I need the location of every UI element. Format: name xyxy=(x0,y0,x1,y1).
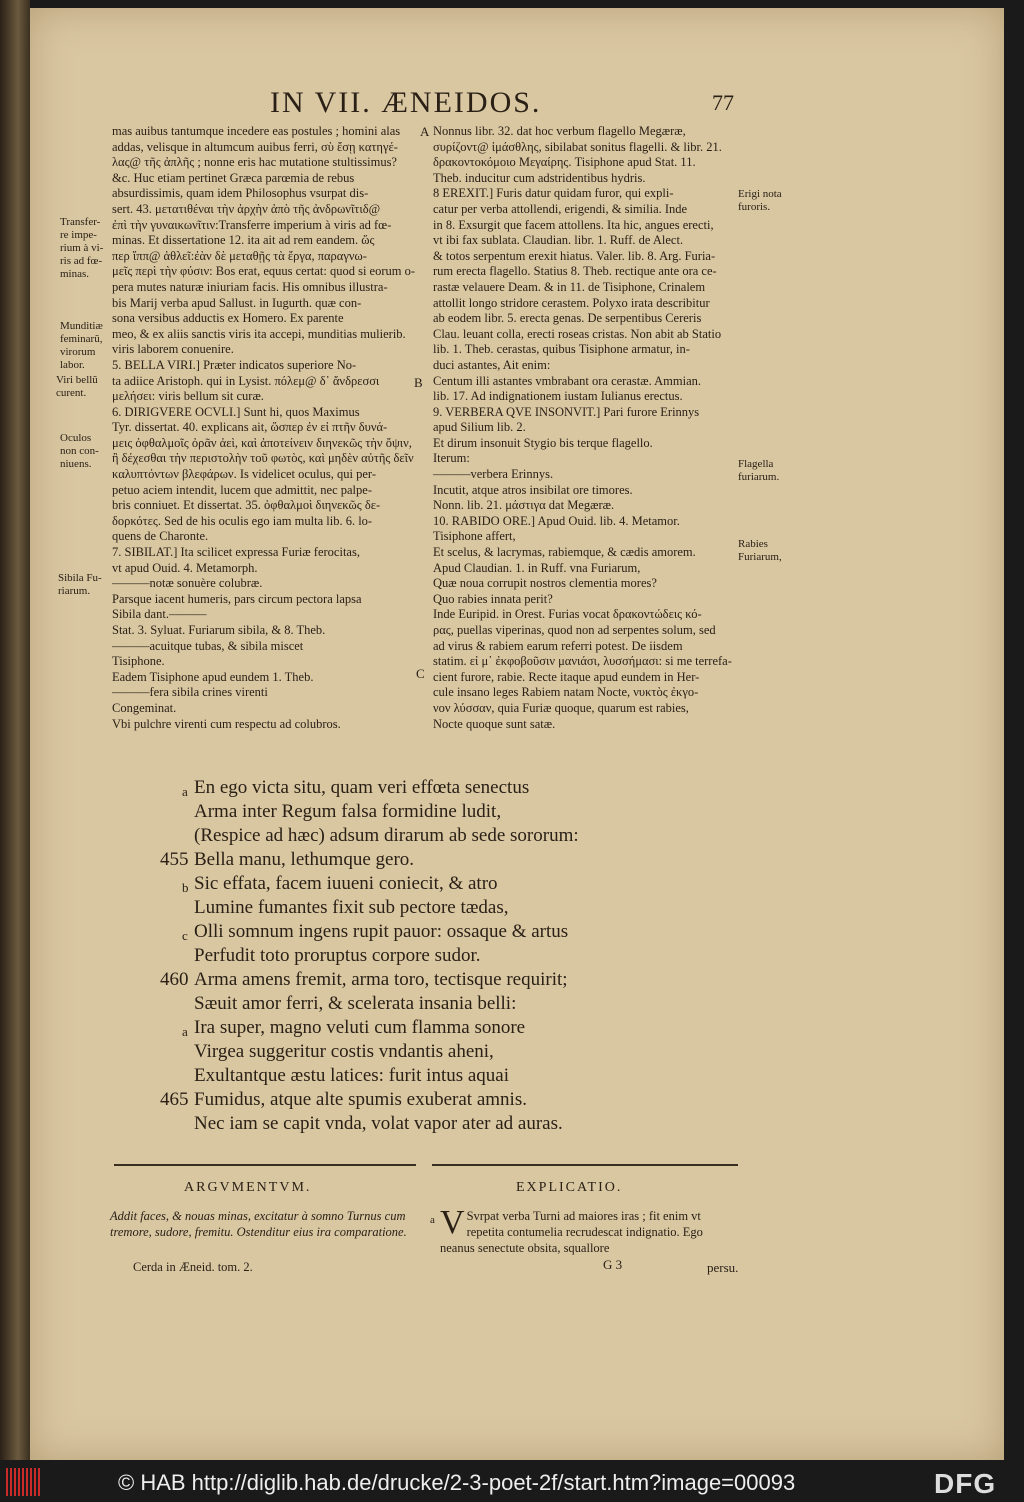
explicatio-mark: a xyxy=(430,1214,435,1226)
verse-line xyxy=(194,1112,714,1136)
verse-line xyxy=(160,848,714,872)
right-column-line: Centum illi astantes vmbrabant ora cerastæ. Ammian. xyxy=(433,373,701,388)
right-column-line: Quo rabies innata perit? xyxy=(433,591,553,606)
right-column-line: Incutit, atque atros insibilat ore timores. xyxy=(433,482,633,497)
right-column-line: rastæ velauere Deam. & in 11. de Tisiphone, Crinalem xyxy=(433,279,706,294)
explicatio-text xyxy=(430,1204,738,1256)
left-column-line: bis Marij verba apud Sallust. in Iugurth. quæ con- xyxy=(112,295,362,310)
margin-note-line: labor. xyxy=(60,359,85,371)
left-column-line: Sibila dant.——— xyxy=(112,607,207,622)
left-column-line: Vbi pulchre virenti cum respectu ad colubros. xyxy=(112,716,341,731)
explicatio-heading: EXPLICATIO. xyxy=(516,1180,623,1195)
right-column-line: ad virus & rabiem earum referri potest. De iisdem xyxy=(433,638,683,653)
right-column-line: lib. 1. Theb. cerastas, quibus Tisiphone armatur, in- xyxy=(433,342,690,357)
running-head: IN VII. ÆNEIDOS. xyxy=(270,86,542,119)
note-marker: a xyxy=(182,784,188,799)
verse-text: Fumidus, atque alte spumis exuberat amnis. xyxy=(194,1089,527,1110)
margin-note-line: feminarũ, xyxy=(60,333,103,345)
left-column-line: &c. Huc etiam pertinet Græca parœmia de rebus xyxy=(112,170,355,185)
argumentum-reference: Cerda in Æneid. tom. 2. xyxy=(133,1260,253,1274)
margin-note-rabies xyxy=(738,538,782,564)
margin-note-line: Oculos xyxy=(60,432,92,444)
note-marker: c xyxy=(182,928,188,943)
verse-text: Perfudit toto proruptus corpore sudor. xyxy=(194,945,481,966)
verse-number: 455 xyxy=(160,849,189,870)
section-letter-b: B xyxy=(414,375,423,390)
right-column-line: rum erecta flagello. Statius 8. Theb. rectique ante ora ce- xyxy=(433,264,717,279)
right-column-line: Inde Euripid. in Orest. Furias vocat δρακοντώδεις κό- xyxy=(433,607,702,622)
right-column-line: cule insano leges Rabiem natam Nocte, νυκτὸς ἐκγο- xyxy=(433,685,699,700)
verse-line xyxy=(160,968,714,992)
margin-note-line: rium à vi- xyxy=(60,242,104,254)
verse-number: 465 xyxy=(160,1089,189,1110)
verse-passage xyxy=(160,776,714,1136)
book-gutter xyxy=(0,0,30,1460)
right-column-line: 10. RABIDO ORE.] Apud Ouid. lib. 4. Metamor. xyxy=(433,513,680,528)
margin-note-line: re impe- xyxy=(60,229,97,241)
left-column-line: viris laborem conuenire. xyxy=(112,342,234,357)
margin-note-erigi xyxy=(738,188,782,214)
rule-left xyxy=(114,1164,416,1166)
margin-note-line: Munditiæ xyxy=(60,320,103,332)
right-column-line: ρας, puellas viperinas, quod non ad serpentes solum, sed xyxy=(433,623,716,637)
right-column-line: attollit longo stridore cerastem. Polyxo irata describitur xyxy=(433,295,710,310)
margin-note-line: Furiarum, xyxy=(738,551,782,563)
margin-note-line: Rabies xyxy=(738,538,768,550)
left-column-line: Congeminat. xyxy=(112,700,177,715)
margin-note-line: Viri bellũ xyxy=(56,374,98,386)
right-column-line: Nonnus libr. 32. dat hoc verbum flagello Megæræ, xyxy=(433,124,686,138)
note-marker: a xyxy=(182,1024,188,1039)
left-column-line: sona versibus adductis ex Homero. Ex parente xyxy=(112,311,344,326)
note-marker: b xyxy=(182,880,189,895)
verse-text: En ego victa situ, quam veri effœta senectus xyxy=(194,777,530,798)
verse-text: Virgea suggeritur costis vndantis aheni, xyxy=(194,1041,494,1062)
argumentum-text: Addit faces, & nouas minas, excitatur à somno Turnus cum tremore, sudore, fremitu. Ostenditur eius ira comparatione. xyxy=(110,1209,407,1239)
left-column-line: Eadem Tisiphone apud eundem 1. Theb. xyxy=(112,669,314,684)
left-column-line: pera mutes naturæ iniuriam facis. His omnibus illustra- xyxy=(112,279,388,294)
right-column-line: Quæ noua corrupit nostros clementia mores? xyxy=(433,576,657,591)
left-column-line: ———fera sibila crines virenti xyxy=(112,685,268,700)
left-column-line: ———acuitque tubas, & sibila miscet xyxy=(112,638,304,653)
right-column-line: Apud Claudian. 1. in Ruff. vna Furiarum, xyxy=(433,560,641,575)
left-column-line: καλυπτόντων βλεφάρων. Is videlicet oculus, qui per- xyxy=(112,467,376,482)
left-column-line: ἐπὶ τὴν γυναικωνῖτιν:Transferre imperium à viris ad fœ- xyxy=(112,217,392,232)
right-column-line: Et scelus, & lacrymas, rabiemque, & cædis amorem. xyxy=(433,545,696,560)
margin-note-line: Sibila Fu- xyxy=(58,572,102,584)
verse-text: Exultantque æstu latices: furit intus aquai xyxy=(194,1065,510,1086)
margin-note-line: Transfer- xyxy=(60,216,101,228)
left-column-line: mas auibus tantumque incedere eas postules ; homini alas xyxy=(112,124,401,138)
left-column-line: περ ἵππ@ ἀθλεῖ:ἐὰν δὲ μεταθῇς τὰ ἔργα, παραγνω- xyxy=(112,248,367,263)
left-column-line: Tyr. dissertat. 40. explicans ait, ὥσπερ ἐν εἰ πτῆν δυνά- xyxy=(112,420,388,435)
left-column-line: petuo aciem intendit, lucem que admittit, nec palpe- xyxy=(112,482,372,497)
signature-mark: G 3 xyxy=(603,1257,623,1272)
right-column-line: vt ibi fax sublata. Claudian. libr. 1. Ruff. de Alect. xyxy=(433,233,684,248)
left-column-line: δορκότες. Sed de his oculis ego iam multa lib. 6. lo- xyxy=(112,513,373,528)
verse-line xyxy=(182,872,714,896)
left-column-line: Tisiphone. xyxy=(112,654,165,669)
right-column-line: catur per verba attollendi, erigendi, & similia. Inde xyxy=(433,201,688,216)
left-column-line: minas. Et dissertatione 12. ita ait ad rem eandem. ὥς xyxy=(112,233,375,248)
margin-note-line: furiarum. xyxy=(738,471,780,483)
left-column-line: addas, velisque in altumcum auibus ferri, σὺ ἔσῃ κατηγέ- xyxy=(112,139,398,154)
left-column-line: μελήσει: viris bellum sit curæ. xyxy=(112,389,264,404)
verse-text: Nec iam se capit vnda, volat vapor ater ad auras. xyxy=(194,1113,563,1134)
right-column-line: Theb. inducitur cum adstridentibus hydris. xyxy=(433,170,646,185)
margin-note-oculos xyxy=(60,432,99,471)
left-column-line: ta adiice Aristoph. qui in Lysist. πόλεμ@ δ᾽ ἄνδρεσσι xyxy=(112,373,380,388)
right-column-line: 8 EREXIT.] Furis datur quidam furor, qui expli- xyxy=(433,186,674,201)
margin-note-line: Flagella xyxy=(738,458,774,470)
margin-note-line: non con- xyxy=(60,445,99,457)
right-column-line: Clau. leuant colla, erecti roseas cristas. Non abit ab Statio xyxy=(433,326,722,341)
right-column-line: duci astantes, Ait enim: xyxy=(433,357,551,372)
verse-line xyxy=(194,944,714,968)
left-column-line: 6. DIRIGVERE OCVLI.] Sunt hi, quos Maximus xyxy=(112,404,360,419)
commentary-left-column xyxy=(112,124,417,732)
section-letter-a: A xyxy=(420,124,430,139)
verse-line xyxy=(194,800,714,824)
margin-note-munditiae xyxy=(60,320,103,372)
argumentum-heading: ARGVMENTVM. xyxy=(184,1180,312,1195)
right-column-line: συρίζοντ@ ἱμάσθλης, sibilabat sonitus flagelli. & libr. 21. xyxy=(433,139,722,154)
verse-line xyxy=(182,1016,714,1040)
verse-text: Sic effata, facem iuueni coniecit, & atro xyxy=(194,873,498,894)
verse-line xyxy=(160,1088,714,1112)
section-letter-c: C xyxy=(416,666,425,681)
margin-note-transfer xyxy=(60,216,103,281)
left-column-line: sert. 43. μετατιθέναι τὴν ἀρχὴν ἀπὸ τῆς ἀνδρωνῖτιδ@ xyxy=(112,201,381,216)
verse-line xyxy=(182,920,714,944)
right-column-line: & totos serpentum erexit hiatus. Valer. lib. 8. Arg. Furia- xyxy=(433,248,716,263)
left-column-line: ἢ δέχεσθαι τὴν περιστολὴν τοῦ φωτὸς, καὶ μηδὲν αὐτῆς δεῖν xyxy=(112,451,414,466)
margin-note-line: virorum xyxy=(60,346,96,358)
margin-note-bellum xyxy=(56,374,98,400)
page-number: 77 xyxy=(712,90,734,115)
right-column-line: in 8. Exsurgit que facem attollens. Ita hic, angues erecti, xyxy=(433,217,714,232)
right-column-line: νον λύσσαν, quia Furiæ quoque, quarum est rabies, xyxy=(433,700,689,715)
explicatio-body: Svrpat verba Turni ad maiores iras ; fit enim vt repetita contumelia recrudescat indignatio. Ego neanus senectute obsita, squallore xyxy=(440,1209,703,1255)
catchword: persu. xyxy=(707,1260,739,1275)
rule-right xyxy=(432,1164,738,1166)
right-column-line: Iterum: xyxy=(433,451,470,466)
verse-line xyxy=(194,1064,714,1088)
left-column-line: absurdissimis, quam idem Philosophus vsurpat dis- xyxy=(112,186,369,201)
left-column-line: bris conniuet. Et dissertat. 35. ὀφθαλμοὶ διηνεκῶς δε- xyxy=(112,498,381,513)
margin-note-line: Erigi nota xyxy=(738,188,782,200)
verse-text: Arma amens fremit, arma toro, tectisque requirit; xyxy=(194,969,568,990)
right-column-line: lib. 17. Ad indignationem iustam Iulianus erectus. xyxy=(433,389,683,404)
verse-text: (Respice ad hæc) adsum dirarum ab sede sororum: xyxy=(194,825,579,846)
right-column-line: ———verbera Erinnys. xyxy=(433,467,554,482)
left-column-line: 5. BELLA VIRI.] Præter indicatos superiore No- xyxy=(112,357,357,372)
left-column-line: λας@ τῆς ἀπλῆς ; nonne eris hac mutatione stultissimus? xyxy=(112,155,397,170)
verse-text: Olli somnum ingens rupit pauor: ossaque & artus xyxy=(194,921,569,942)
margin-note-line: furoris. xyxy=(738,201,771,213)
verse-line xyxy=(194,992,714,1016)
verse-text: Bella manu, lethumque gero. xyxy=(194,849,415,870)
margin-note-line: riarum. xyxy=(58,585,91,597)
margin-note-line: curent. xyxy=(56,387,87,399)
right-column-line: statim. εἰ μ᾽ ἐκφοβοῦσιν μανιάσι, λυσσήμασι: si me terrefa- xyxy=(433,654,732,669)
verse-text: Lumine fumantes fixit sub pectore tædas, xyxy=(194,897,509,918)
right-column-line: apud Silium lib. 2. xyxy=(433,420,526,435)
right-column-line: Tisiphone affert, xyxy=(433,529,516,544)
margin-note-line: ris ad fœ- xyxy=(60,255,103,267)
right-column-line: Et dirum insonuit Stygio bis terque flagello. xyxy=(433,435,653,450)
verse-line xyxy=(194,1040,714,1064)
verse-line xyxy=(182,776,714,800)
left-column-line: Stat. 3. Syluat. Furiarum sibila, & 8. Theb. xyxy=(112,623,326,637)
right-column-line: Nonn. lib. 21. μάστιγα dat Megæræ. xyxy=(433,498,615,513)
margin-note-line: niuens. xyxy=(60,458,92,470)
left-column-line: meo, & ex aliis sanctis viris ita accepi, munditias mulierib. xyxy=(112,326,406,341)
commentary-right-column xyxy=(433,124,738,732)
left-column-line: Parsque iacent humeris, pars circum pectora lapsa xyxy=(112,591,362,606)
margin-note-line: minas. xyxy=(60,268,90,280)
drop-cap: V xyxy=(440,1204,465,1241)
right-column-line: 9. VERBERA QVE INSONVIT.] Pari furore Erinnys xyxy=(433,404,700,419)
left-column-line: quens de Charonte. xyxy=(112,529,209,544)
copyright-url[interactable]: © HAB http://diglib.hab.de/drucke/2-3-poet-2f/start.htm?image=00093 xyxy=(118,1470,796,1495)
left-column-line: ———notæ sonuère colubræ. xyxy=(112,576,263,591)
verse-text: Sæuit amor ferri, & scelerata insania belli: xyxy=(194,993,517,1014)
right-column-line: δρακοντοκόμοιο Μεγαίρης. Tisiphone apud Stat. 11. xyxy=(433,155,696,170)
margin-note-flagella xyxy=(738,458,779,484)
right-column-line: Nocte quoque sunt satæ. xyxy=(433,716,556,731)
left-column-line: vt apud Ouid. 4. Metamorph. xyxy=(112,560,258,575)
right-column-line: ab eodem libr. 5. erecta genas. De serpentibus Cereris xyxy=(433,311,702,326)
verse-number: 460 xyxy=(160,969,189,990)
right-column-line: cient furore, rabie. Recte itaque apud eundem in Her- xyxy=(433,669,700,684)
left-column-line: 7. SIBILAT.] Ita scilicet expressa Furiæ ferocitas, xyxy=(112,545,360,560)
verse-line xyxy=(194,824,714,848)
verse-text: Ira super, magno veluti cum flamma sonore xyxy=(194,1017,526,1038)
barcode-icon xyxy=(6,1468,40,1496)
left-column-line: μεις ὀφθαλμοῖς ὀρᾶν ἀεὶ, καὶ ἀποτείνειν διηνεκῶς τὴν ὄψιν, xyxy=(112,435,412,450)
verse-text: Arma inter Regum falsa formidine ludit, xyxy=(194,801,502,822)
dfg-logo[interactable]: DFG xyxy=(934,1468,997,1499)
left-column-line: μεῖς περὶ τὴν φύσιν: Bos erat, equus certat: quod si eorum o- xyxy=(112,264,416,279)
margin-note-sibila xyxy=(58,572,102,598)
verse-line xyxy=(194,896,714,920)
